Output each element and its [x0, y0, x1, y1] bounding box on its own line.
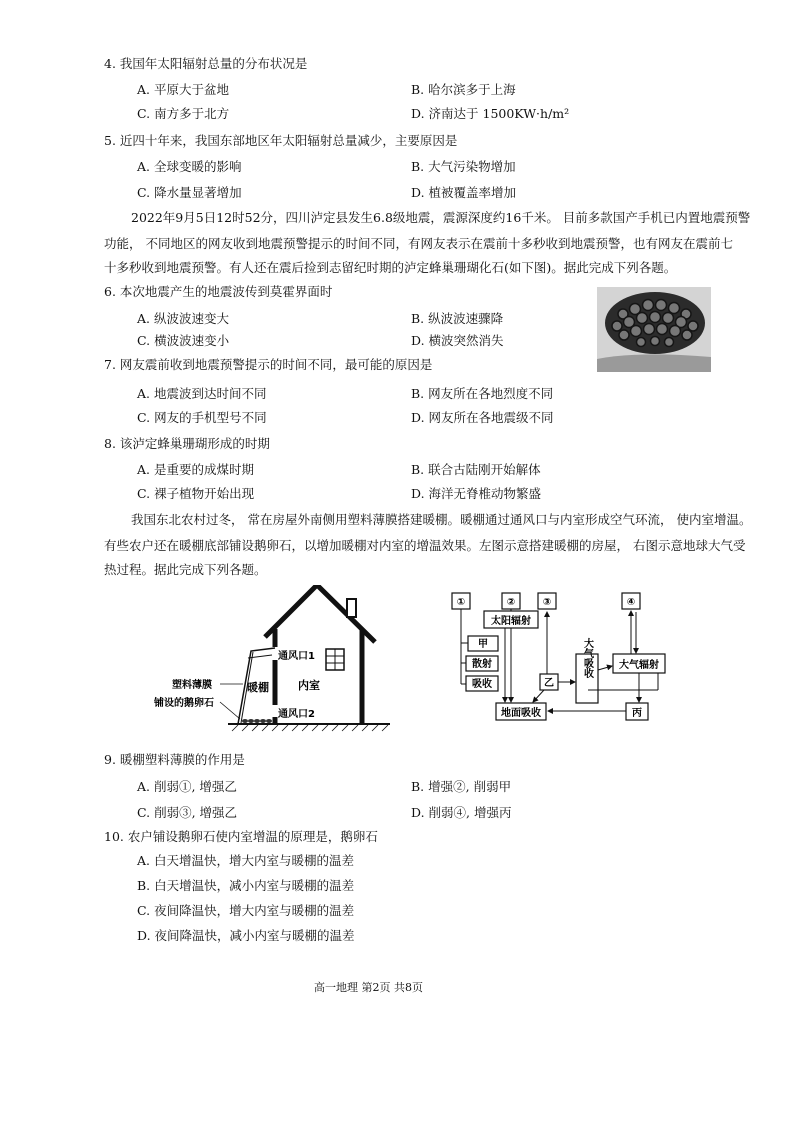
jia-label: 甲 [478, 639, 488, 650]
q9-option-d: D. 削弱④, 增强丙 [411, 805, 512, 820]
vent2-label: 通风口2 [278, 709, 315, 720]
q7-option-d: D. 网友所在各地震级不同 [411, 410, 554, 425]
q6-option-a: A. 纵波波速变大 [137, 311, 229, 326]
q8-option-b: B. 联合古陆刚开始解体 [411, 462, 541, 477]
passage1-line3: 十多秒收到地震预警。有人还在震后捡到志留纪时期的泸定蜂巢珊瑚化石(如下图)。据此完成下列各题。 [104, 260, 677, 275]
q9-option-a: A. 削弱①, 增强乙 [137, 779, 237, 794]
yi-label: 乙 [544, 678, 554, 689]
passage1-line2: 功能， 不同地区的网友收到地震预警提示的时间不同，有网友表示在震前十多秒收到地震预警，也有网友在震前七 [104, 236, 733, 251]
house-diagram [150, 585, 395, 735]
q8-option-d: D. 海洋无脊椎动物繁盛 [411, 486, 542, 501]
q5-option-a: A. 全球变暖的影响 [137, 159, 242, 174]
q8-stem: 8. 该泸定蜂巢珊瑚形成的时期 [104, 436, 270, 451]
passage1-line1: 2022年9月5日12时52分，四川泸定县发生6.8级地震，震源深度约16千米。 目前多款国产手机已内置地震预警 [131, 210, 751, 225]
greenhouse-label: 暖棚 [247, 681, 269, 694]
heat-process-diagram [448, 590, 678, 725]
film-label: 塑料薄膜 [172, 680, 212, 691]
absorb-label: 吸收 [472, 679, 492, 690]
q7-stem: 7. 网友震前收到地震预警提示的时间不同，最可能的原因是 [104, 357, 433, 372]
page-footer: 高一地理 第2页 共8页 [314, 981, 423, 994]
q4-option-c: C. 南方多于北方 [137, 106, 230, 121]
bing-label: 丙 [632, 708, 642, 719]
solar-radiation-label: 太阳辐射 [491, 616, 531, 627]
atmospheric-radiation-label: 大气辐射 [619, 660, 659, 671]
q4-option-d: D. 济南达于 1500KW·h/m² [411, 106, 570, 121]
q4-stem: 4. 我国年太阳辐射总量的分布状况是 [104, 56, 308, 71]
q4-option-a: A. 平原大于盆地 [137, 82, 229, 97]
scatter-label: 散射 [472, 659, 492, 670]
q5-stem: 5. 近四十年来，我国东部地区年太阳辐射总量减少，主要原因是 [104, 133, 458, 148]
inner-room-label: 内室 [298, 679, 320, 692]
q7-option-b: B. 网友所在各地烈度不同 [411, 386, 554, 401]
box1-label: ① [456, 597, 466, 608]
q6-option-d: D. 横波突然消失 [411, 333, 504, 348]
passage2-line1: 我国东北农村过冬， 常在房屋外南侧用塑料薄膜搭建暖棚。暖棚通过通风口与内室形成空气环流， 使内室增温。 [131, 512, 752, 527]
q6-option-b: B. 纵波波速骤降 [411, 311, 504, 326]
q6-option-c: C. 横波波速变小 [137, 333, 230, 348]
coral-fossil-photo [597, 287, 711, 372]
q6-stem: 6. 本次地震产生的地震波传到莫霍界面时 [104, 284, 333, 299]
box4-label: ④ [626, 597, 636, 608]
ground-absorb-label: 地面吸收 [501, 708, 541, 719]
passage2-line2: 有些农户还在暖棚底部铺设鹅卵石，以增加暖棚对内室的增温效果。左图示意搭建暖棚的房屋， 右图示意地球大气受 [104, 538, 746, 553]
q8-option-a: A. 是重要的成煤时期 [137, 462, 254, 477]
q10-stem: 10. 农户铺设鹅卵石使内室增温的原理是，鹅卵石 [104, 829, 378, 844]
q7-option-a: A. 地震波到达时间不同 [137, 386, 267, 401]
q9-option-c: C. 削弱③, 增强乙 [137, 805, 238, 820]
q4-option-b: B. 哈尔滨多于上海 [411, 82, 516, 97]
q5-option-b: B. 大气污染物增加 [411, 159, 516, 174]
q5-option-c: C. 降水量显著增加 [137, 185, 242, 200]
passage2-line3: 热过程。据此完成下列各题。 [104, 562, 267, 577]
q10-option-d: D. 夜间降温快，减小内室与暖棚的温差 [137, 928, 355, 943]
q10-option-a: A. 白天增温快，增大内室与暖棚的温差 [137, 853, 354, 868]
q7-option-c: C. 网友的手机型号不同 [137, 410, 267, 425]
q8-option-c: C. 裸子植物开始出现 [137, 486, 255, 501]
q10-option-c: C. 夜间降温快，增大内室与暖棚的温差 [137, 903, 355, 918]
pebbles-label: 铺设的鹅卵石 [154, 698, 214, 709]
atmospheric-absorb-label: 大气吸收 [581, 638, 593, 678]
vent1-label: 通风口1 [278, 651, 315, 662]
box2-label: ② [506, 597, 516, 608]
q5-option-d: D. 植被覆盖率增加 [411, 185, 517, 200]
box3-label: ③ [542, 597, 552, 608]
q10-option-b: B. 白天增温快，减小内室与暖棚的温差 [137, 878, 355, 893]
q9-option-b: B. 增强②, 削弱甲 [411, 779, 512, 794]
q9-stem: 9. 暖棚塑料薄膜的作用是 [104, 752, 245, 767]
